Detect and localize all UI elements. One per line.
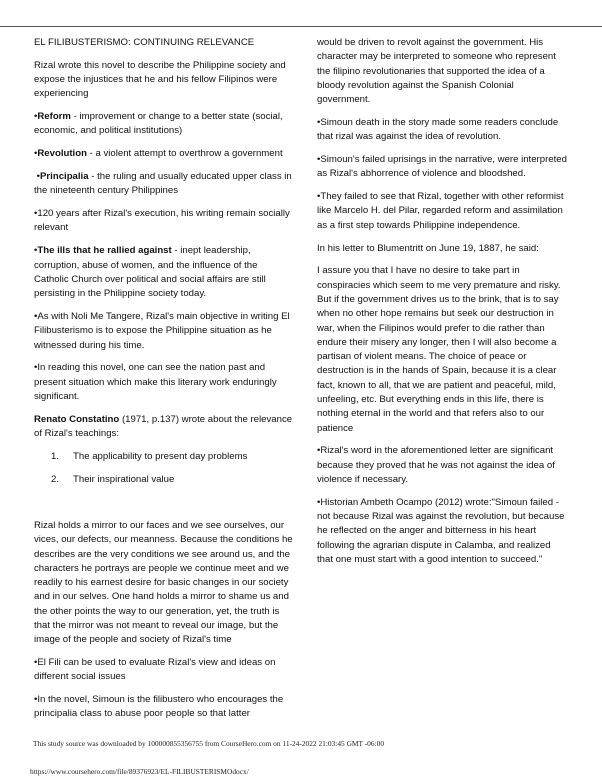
list-item: 1. The applicability to present day problems <box>51 450 248 462</box>
source-url[interactable]: https://www.coursehero.com/file/89376923/EL-FILIBUSTERISMOdocx/ <box>30 767 249 776</box>
paragraph-rizal-word: •Rizal's word in the aforementioned letter are significant because they proved that he was not against the idea of violence if necessary. <box>317 445 555 486</box>
definition-reform: •Reform - improvement or change to a better state (social, economic, and political institutions) <box>34 111 283 137</box>
paragraph-simoun-death: •Simoun death in the story made some readers conclude that rizal was against the idea of revolution. <box>317 116 559 143</box>
document-title: EL FILIBUSTERISMO: CONTINUING RELEVANCE <box>34 37 255 48</box>
right-column <box>317 36 569 576</box>
paragraph-120-years: •120 years after Rizal's execution, his writing remain socially relevant <box>34 208 290 234</box>
definition-principalia: •Principalia - the ruling and usually educated upper class in the nineteenth century Philippines <box>34 171 292 197</box>
paragraph-letter-intro: In his letter to Blumentritt on June 19, 1887, he said: <box>317 242 539 254</box>
left-column <box>34 36 294 730</box>
download-notice: This study source was downloaded by 100000855356755 from CourseHero.com on 11-24-2022 21:03:45 GMT -06:00 <box>33 739 385 748</box>
paragraph-mirror: Rizal holds a mirror to our faces and we see ourselves, our vices, our defects, our meanness. Because the conditions he describes are the very conditions we see around us, and the characters he portrays are people we continue meet and we readily to his earnest desire for basic changes in our society and in our selves. One hand holds a mirror to shame us and the other points the way to our generation, yet, the truth is that the mirror was not meant to reveal our image, but the image of the people and society of Rizal's time <box>34 519 293 646</box>
list-item: 2. Their inspirational value <box>51 473 175 485</box>
relevance-list <box>34 450 294 487</box>
paragraph-failed-uprisings: •Simoun's failed uprisings in the narrative, were interpreted as Rizal's abhorrence of violence and bloodshed. <box>317 154 567 180</box>
paragraph-constantino: Renato Constatino (1971, p.137) wrote about the relevance of Rizal's teachings: <box>34 413 293 440</box>
paragraph-reading: •In reading this novel, one can see the nation past and present situation which make this literary work enduringly significant. <box>34 362 277 402</box>
top-rule <box>0 26 602 27</box>
paragraph-noli: •As with Noli Me Tangere, Rizal's main objective in writing El Filibusterismo is to expose the Philippine situation as he witnessed during his time. <box>34 310 290 351</box>
paragraph-ocampo: •Historian Ambeth Ocampo (2012) wrote:"Simoun failed - not because Rizal was against the revolution, but because he reflected on the anger and bitterness in his heart following the agrarian dispute in Calamba, and realized that one must start with a good intention to succeed." <box>317 496 565 565</box>
letter-quote: I assure you that I have no desire to take part in conspiracies which seem to me very premature and risky. But if the government drives us to the brink, that is to say when no other hope remains but seek our destruction in war, when the Filipinos would prefer to die rather than endure their misery any longer, then I will also become a partisan of violent means. The choice of peace or destruction is in the hands of Spain, because it is a clear fact, known to all, that we are patient and peaceful, mild, unfeeling, etc. But everything ends in this life, there is nothing eternal in the world and that refers also to our patience <box>317 265 561 434</box>
paragraph-reformists: •They failed to see that Rizal, together with other reformist like Marcelo H. del Pilar, regarded reform and assimilation as a first step towards Philippine independence. <box>317 191 564 231</box>
paragraph-el-fili: •El Fili can be used to evaluate Rizal's view and ideas on different social issues <box>34 657 276 683</box>
intro-paragraph: Rizal wrote this novel to describe the Philippine society and expose the injustices that he and his fellow Filipinos were experiencing <box>34 59 286 100</box>
definition-revolution: •Revolution - a violent attempt to overthrow a government <box>34 148 283 160</box>
paragraph-ills: •The ills that he rallied against - inept leadership, corruption, abuse of women, and the influence of the Catholic Church over political and social affairs are still persisting in the Philippine society today. <box>34 245 266 300</box>
paragraph-simoun: •In the novel, Simoun is the filibustero who encourages the principalia class to abuse poor people so that latter <box>34 694 284 720</box>
paragraph-continued: would be driven to revolt against the government. His character may be interpreted to someone who represent the filipino revolutionaries that supported the idea of a bloody revolution against the Spanish Colonial government. <box>317 37 556 106</box>
